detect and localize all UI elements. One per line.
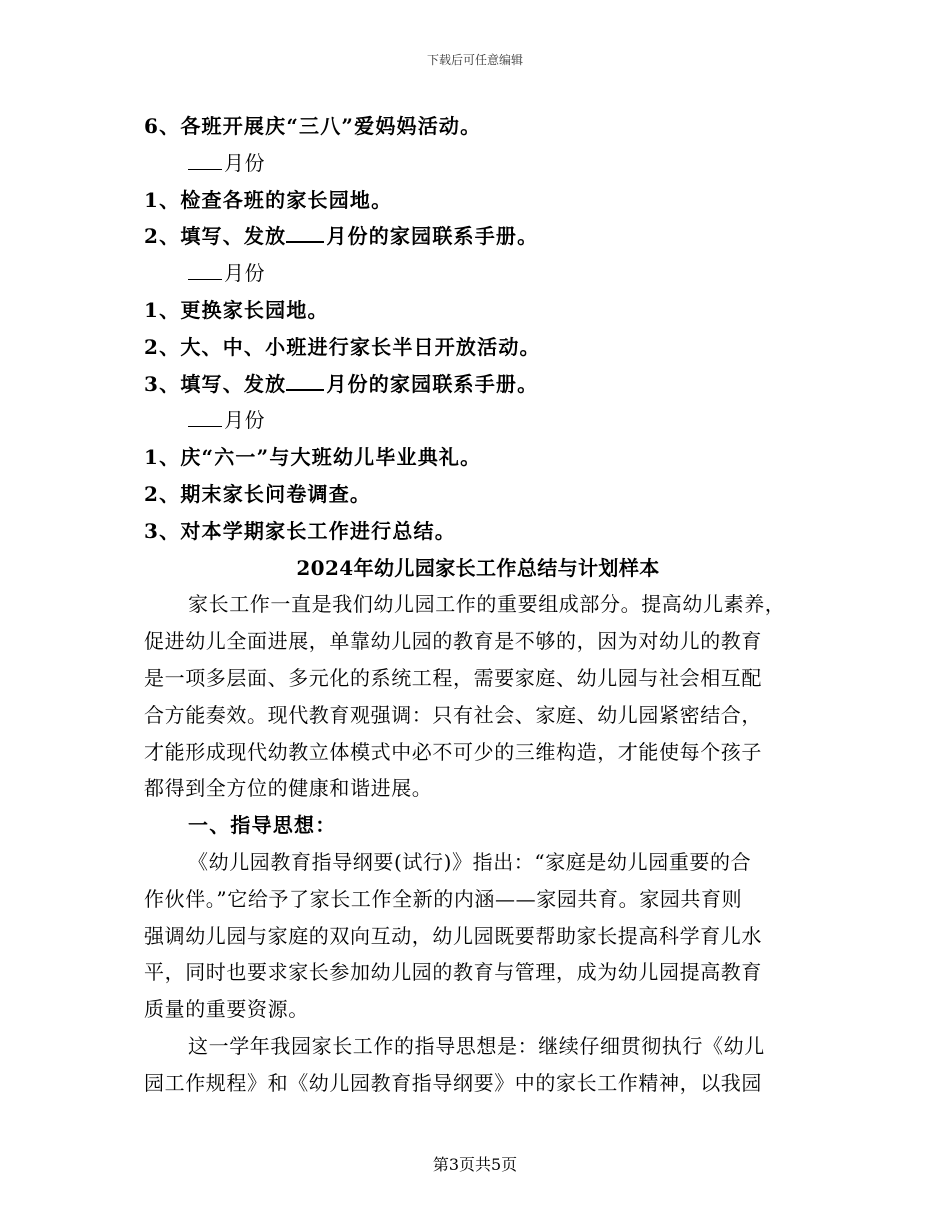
blank-line <box>286 371 324 391</box>
schedule-item <box>144 366 804 403</box>
paragraph-line: 作伙伴。”它给予了家长工作全新的内涵——家园共育。家园共育则 <box>144 886 743 911</box>
blank-line <box>188 408 222 427</box>
intro-paragraph <box>144 586 804 807</box>
month-heading <box>144 255 804 292</box>
paragraph-line: 都得到全方位的健康和谐进展。 <box>144 776 433 801</box>
item-text-before: 2、填写、发放 <box>144 224 287 249</box>
schedule-item: 2、大、中、小班进行家长半日开放活动。 <box>144 334 541 359</box>
schedule-item: 3、对本学期家长工作进行总结。 <box>144 518 456 543</box>
document-body <box>144 108 804 1102</box>
paragraph-line: 平，同时也要求家长参加幼儿园的教育与管理，成为幼儿园提高教育 <box>144 960 762 985</box>
paragraph-line: 家长工作一直是我们幼儿园工作的重要组成部分。提高幼儿素养， <box>188 592 786 617</box>
paragraph-line: 合方能奏效。现代教育观强调：只有社会、家庭、幼儿园紧密结合， <box>144 702 762 727</box>
schedule-item: 1、庆“六一”与大班幼儿毕业典礼。 <box>144 445 482 470</box>
paragraph-line: 《幼儿园教育指导纲要(试行)》指出：“家庭是幼儿园重要的合 <box>188 849 752 874</box>
blank-line <box>188 261 222 280</box>
item-text-before: 3、填写、发放 <box>144 371 287 396</box>
schedule-item: 1、检查各班的家长园地。 <box>144 187 393 212</box>
blank-line <box>188 151 222 170</box>
section-heading: 一、指导思想： <box>188 813 337 838</box>
schedule-item: 1、更换家长园地。 <box>144 297 329 322</box>
paragraph-line: 才能形成现代幼教立体模式中必不可少的三维构造，才能使每个孩子 <box>144 739 762 764</box>
schedule-item: 2、期末家长问卷调查。 <box>144 481 372 506</box>
paragraph-line: 强调幼儿园与家庭的双向互动，幼儿园既要帮助家长提高科学育儿水 <box>144 923 762 948</box>
paragraph-line: 质量的重要资源。 <box>144 997 309 1022</box>
item-text-after: 月份的家园联系手册。 <box>326 371 539 396</box>
month-label: 月份 <box>224 261 265 286</box>
guiding-paragraph <box>144 1028 804 1102</box>
month-label: 月份 <box>224 408 265 433</box>
paragraph-line: 这一学年我园家长工作的指导思想是：继续仔细贯彻执行《幼儿 <box>188 1033 765 1058</box>
item-text-after: 月份的家园联系手册。 <box>326 224 539 249</box>
month-heading <box>144 402 804 439</box>
page-header: 下载后可任意编辑 <box>426 53 523 67</box>
paragraph-line: 是一项多层面、多元化的系统工程，需要家庭、幼儿园与社会相互配 <box>144 665 762 690</box>
paragraph-line: 园工作规程》和《幼儿园教育指导纲要》中的家长工作精神，以我园 <box>144 1070 762 1095</box>
schedule-item: 6、各班开展庆“三八”爱妈妈活动。 <box>144 114 482 138</box>
article-title: 2024年幼儿园家长工作总结与计划样本 <box>296 555 660 580</box>
section-paragraph <box>144 844 804 1028</box>
paragraph-line: 促进幼儿全面进展，单靠幼儿园的教育是不够的，因为对幼儿的教育 <box>144 629 762 654</box>
month-label: 月份 <box>224 150 265 175</box>
month-heading <box>144 145 804 182</box>
blank-line <box>286 223 324 243</box>
page-footer: 第3页共5页 <box>432 1155 518 1174</box>
schedule-item <box>144 218 804 255</box>
